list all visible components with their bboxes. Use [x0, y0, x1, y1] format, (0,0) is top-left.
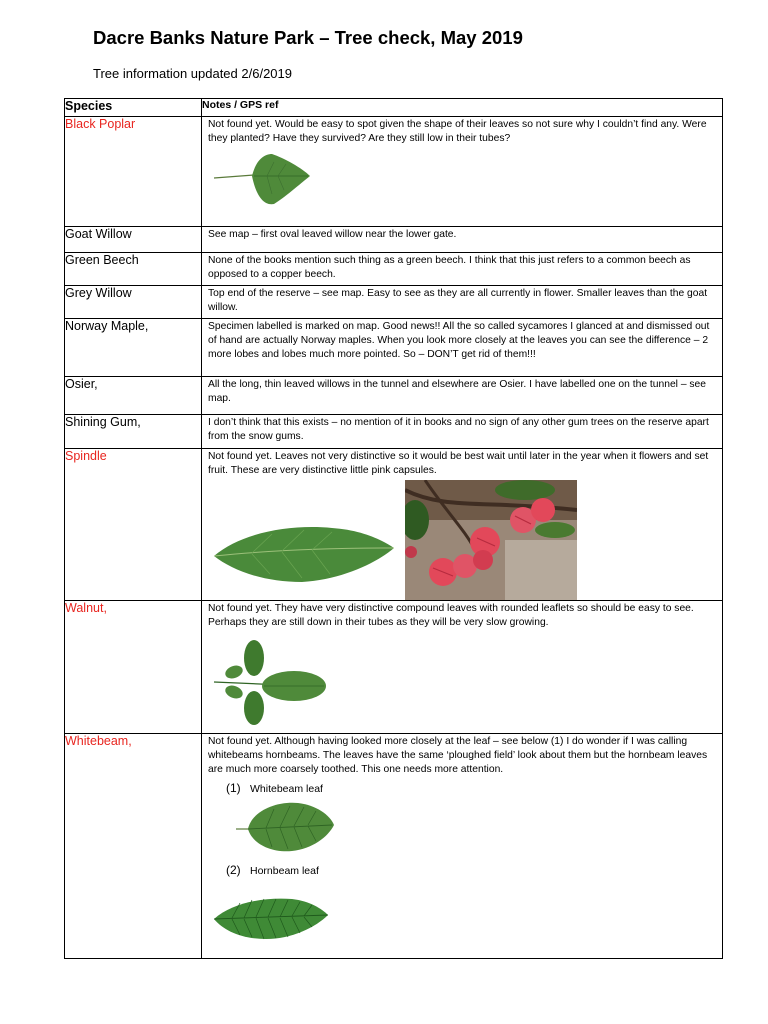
species-cell: Green Beech — [65, 253, 202, 286]
table-row — [65, 601, 723, 734]
table-row — [65, 286, 723, 319]
species-cell: Whitebeam, — [65, 734, 202, 959]
notes-text: None of the books mention such thing as a green beech. I think that this just refers to a common beech as opposed to a copper beech. — [208, 255, 691, 280]
species-cell: Norway Maple, — [65, 319, 202, 377]
notes-cell — [202, 449, 723, 601]
sub-item-label: Whitebeam leaf — [250, 783, 323, 795]
tree-table — [64, 98, 723, 959]
table-row — [65, 734, 723, 959]
species-cell: Grey Willow — [65, 286, 202, 319]
table-row — [65, 227, 723, 253]
table-row — [65, 319, 723, 377]
notes-text: All the long, thin leaved willows in the tunnel and elsewhere are Osier. I have labelled one on the tunnel – see map. — [208, 379, 707, 404]
notes-cell — [202, 117, 723, 227]
species-cell: Black Poplar — [65, 117, 202, 227]
sub-item-number: (1) — [226, 781, 241, 795]
notes-text: See map – first oval leaved willow near the lower gate. — [208, 229, 457, 240]
notes-cell — [202, 601, 723, 734]
table-row — [65, 117, 723, 227]
sub-item-label: Hornbeam leaf — [250, 865, 319, 877]
notes-text: Specimen labelled is marked on map. Good news!! All the so called sycamores I glanced at and dismissed out of hand are actually Norway maples. When you look more closely at the leaves you can see the difference – 2 more lobes and lobes much more pointed. So – DON’T get rid of them!!! — [208, 321, 710, 360]
species-cell: Walnut, — [65, 601, 202, 734]
table-row — [65, 449, 723, 601]
species-cell: Osier, — [65, 377, 202, 415]
spindle-leaf-icon — [212, 518, 396, 586]
whitebeam-leaf-icon — [236, 799, 722, 855]
document-subtitle: Tree information updated 2/6/2019 — [93, 66, 292, 81]
species-cell: Goat Willow — [65, 227, 202, 253]
hornbeam-leaf-icon — [212, 893, 722, 943]
walnut-compound-leaf-icon — [210, 638, 722, 728]
species-cell: Shining Gum, — [65, 415, 202, 449]
table-row — [65, 253, 723, 286]
spindle-fruit-photo — [405, 480, 577, 600]
document-title: Dacre Banks Nature Park – Tree check, May 2019 — [93, 27, 523, 48]
sub-item-hornbeam — [202, 863, 722, 877]
table-row — [65, 377, 723, 415]
sub-item-whitebeam — [202, 781, 722, 795]
notes-text: Not found yet. Leaves not very distinctive so it would be best wait until later in the year when it flowers and set fruit. These are very distinctive little pink capsules. — [208, 451, 709, 476]
notes-text: Not found yet. They have very distinctive compound leaves with rounded leaflets so should be easy to see. Perhaps they are still down in their tubes as they will be very slow growing. — [208, 603, 694, 628]
poplar-leaf-icon — [212, 152, 722, 212]
species-cell: Spindle — [65, 449, 202, 601]
notes-text: I don’t think that this exists – no mention of it in books and no sign of any other gum trees on the reserve apart from the snow gums. — [208, 417, 709, 442]
notes-cell — [202, 734, 723, 959]
notes-text: Top end of the reserve – see map. Easy to see as they are all currently in flower. Smaller leaves than the goat willow. — [208, 288, 708, 313]
sub-item-number: (2) — [226, 863, 241, 877]
table-row — [65, 415, 723, 449]
header-notes: Notes / GPS ref — [202, 99, 723, 117]
notes-text: Not found yet. Although having looked more closely at the leaf – see below (1) I do wonder if I was calling whitebeams hornbeams. The leaves have the same ‘ploughed field’ look about them but the hornbeam leaves are much more coarsely toothed. This one needs more attention. — [208, 736, 708, 775]
header-species: Species — [65, 99, 202, 117]
notes-text: Not found yet. Would be easy to spot given the shape of their leaves so not sure why I couldn’t find any. Were they planted? Have they survived? Are they still low in their tubes? — [208, 119, 707, 144]
table-header-row — [65, 99, 723, 117]
